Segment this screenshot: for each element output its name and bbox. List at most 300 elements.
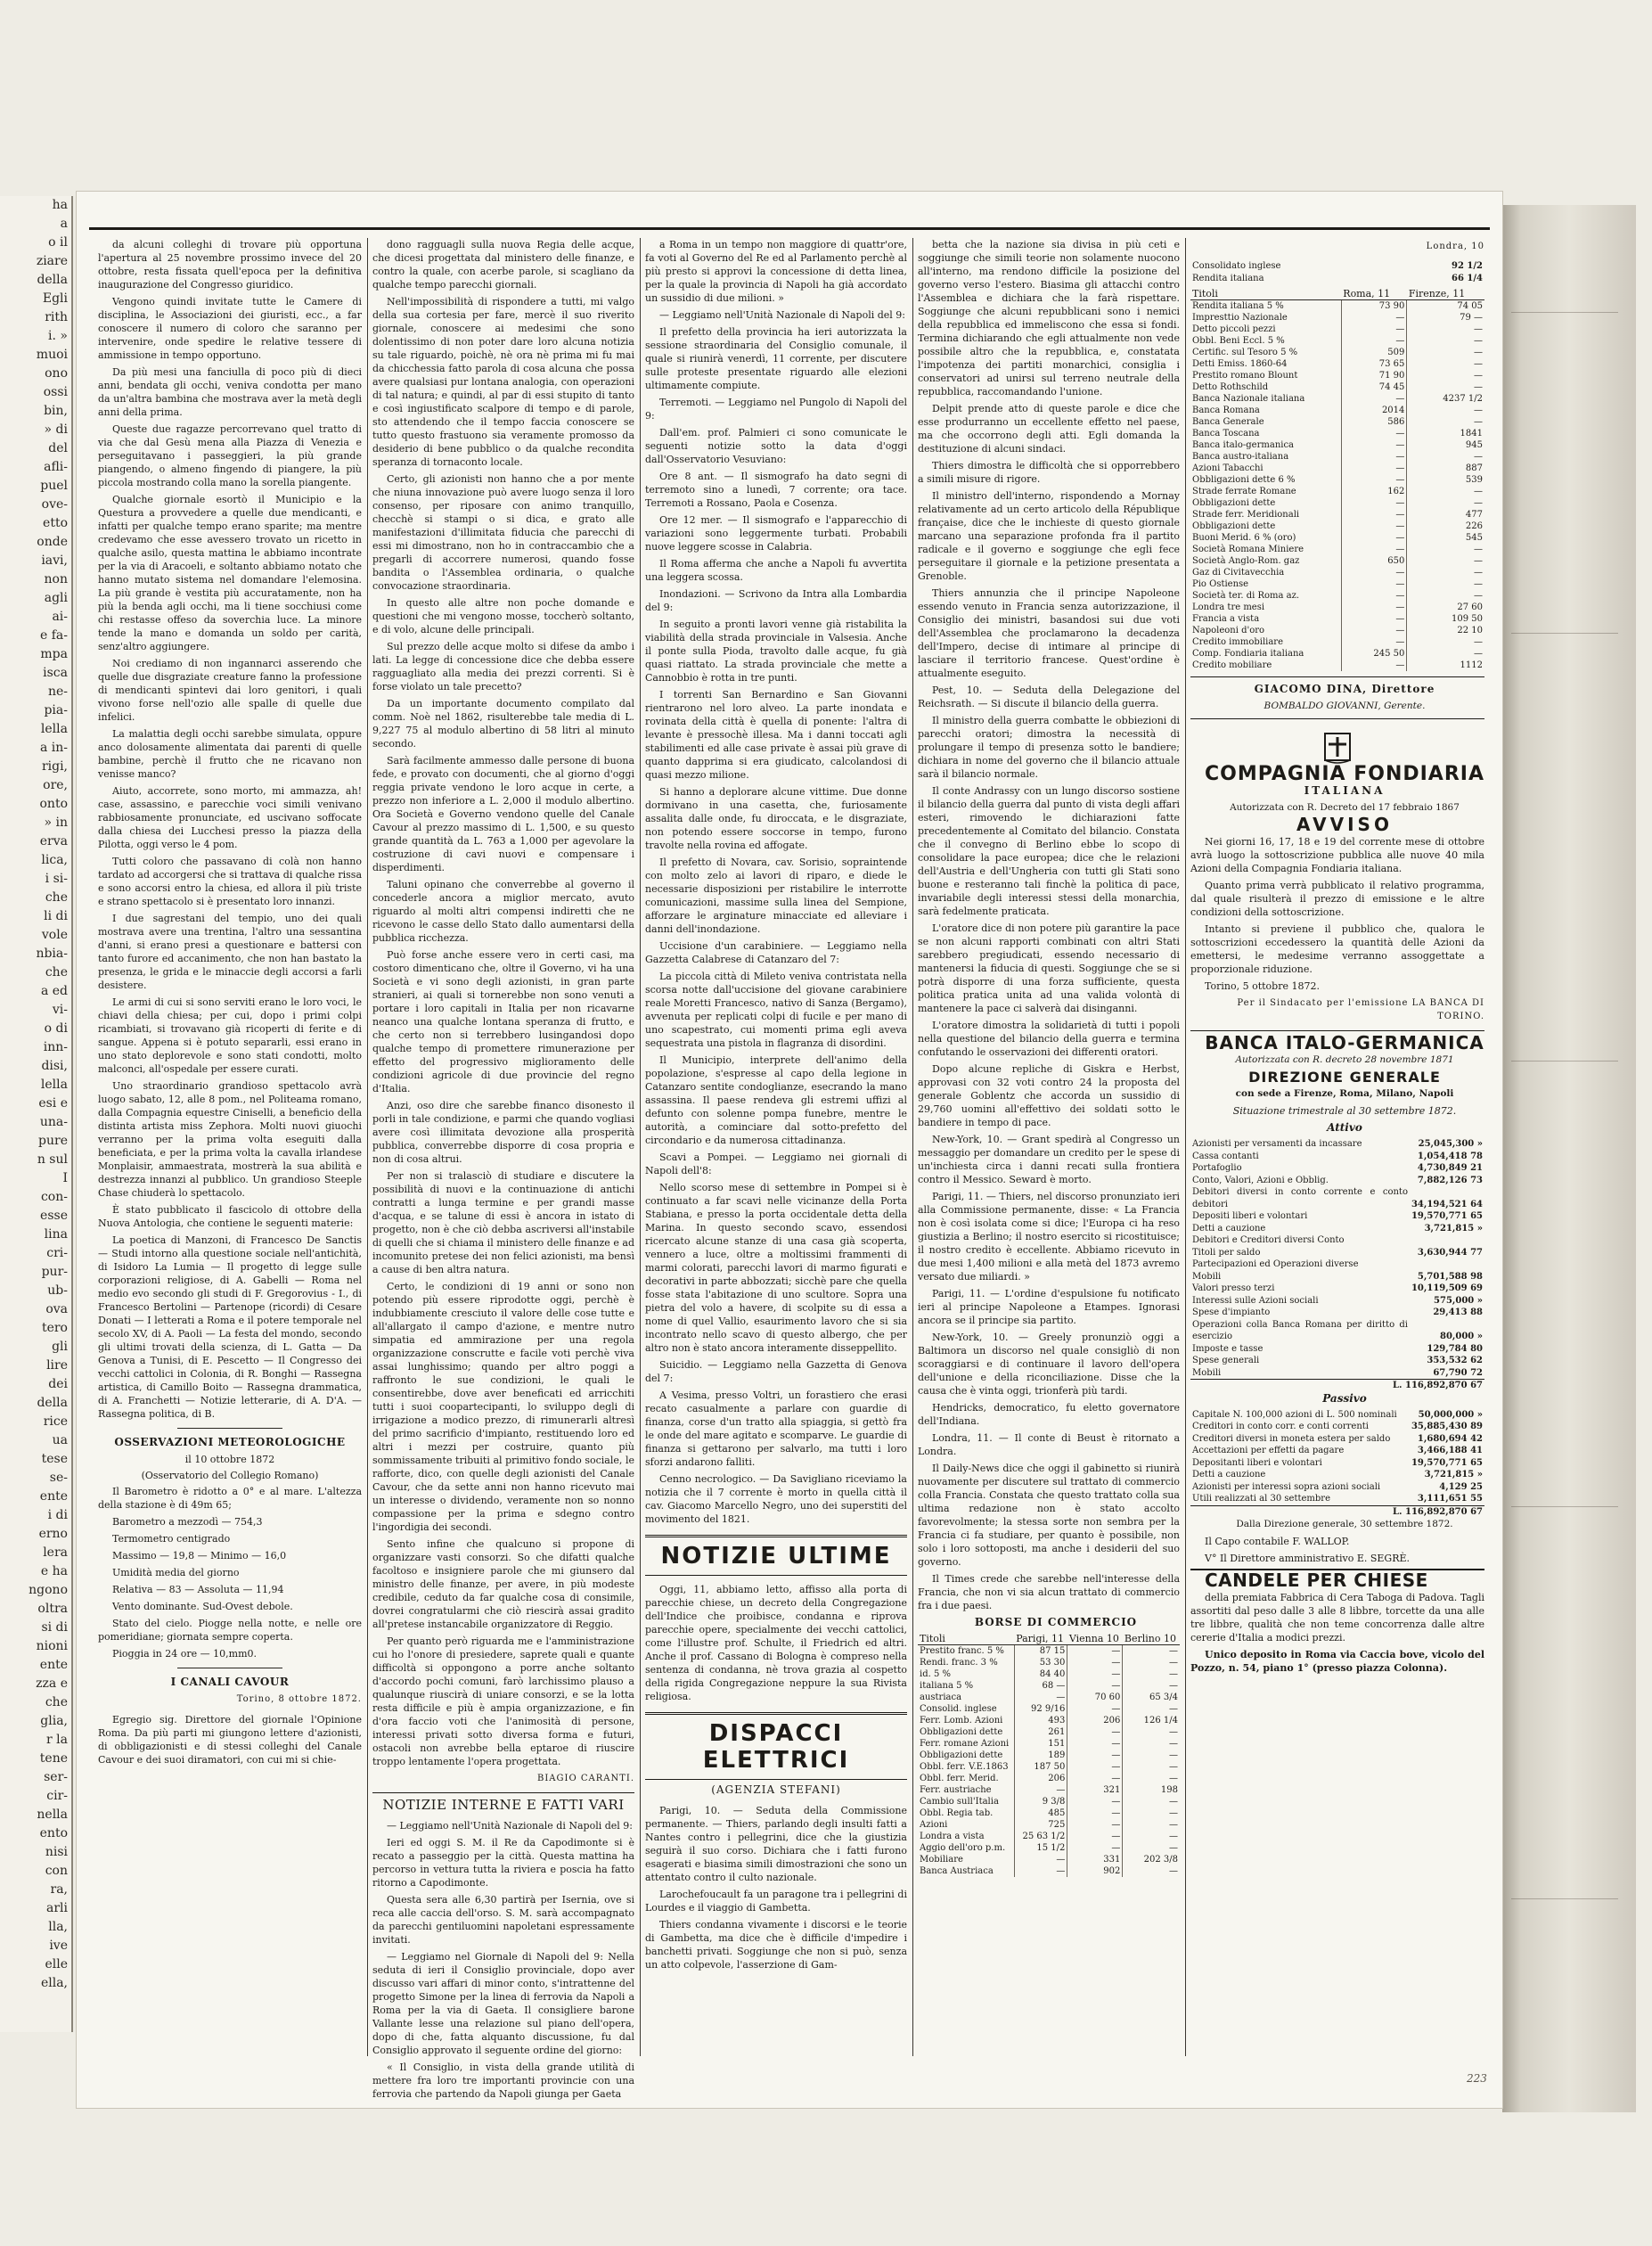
row-value: — — [1341, 451, 1407, 463]
meteo-line: Il Barometro è ridotto a 0° e al mare. L'altezza della stazione è di 49m 65; — [98, 1486, 362, 1511]
article-paragraph: A Vesima, presso Voltri, un forastiero che erasi recato casualmente a parlare con guardie di finanza, corse d'un tratto alla spiaggia, si gettò fra le onde del mare agitato e scomparve. Le guardie di finanza si gettarono per salvarlo, ma tutti i loro sforzi andarono falliti. — [645, 1389, 907, 1468]
prev-page-fragment: rith — [45, 310, 68, 324]
prev-page-fragment: ente — [39, 1489, 68, 1504]
prev-page-fragment: ova — [45, 1302, 68, 1316]
passivo-total-value: L. 116,892,870 67 — [1393, 1506, 1483, 1517]
row-value: 198 — [1123, 1784, 1180, 1796]
row-label: Banca Romana — [1192, 406, 1260, 415]
direzione-title: DIREZIONE GENERALE — [1248, 1069, 1441, 1086]
price-row — [1190, 544, 1484, 555]
row-value: — — [1123, 1831, 1180, 1842]
row-value: — — [1407, 555, 1484, 567]
row-value: — — [1341, 509, 1407, 521]
article-paragraph: Per non si tralasciò di studiare e discutere la possibilità di nuovi e la continuazione di antichi contratti a lunga termine e per grandi masse d'acqua, e se talune di essi è ancora in istato di progetto, non è che ciò debba ascriversi all'instabile di quelli che si chiama il ministero delle finanze e ad incomunito pretese dei non felici azionisti, ma bensì a cause di ben altra natura. — [372, 1170, 634, 1275]
row-value: 7,882,126 73 — [1417, 1175, 1483, 1185]
article-paragraph: Vengono quindi invitate tutte le Camere di disciplina, le Associazioni dei giuristi, ecc., a far conoscere il numero di coloro che saranno per intervenire, onde spedire le relative tessere di ammissione in tempo opportuno. — [98, 296, 362, 361]
prev-page-fragment: esi e — [38, 1096, 68, 1111]
row-label: Obbligazioni dette — [920, 1727, 1003, 1737]
price-row — [1190, 451, 1484, 463]
prev-page-fragment: » in — [44, 816, 68, 830]
row-label: Obbl. ferr. V.E.1863 — [920, 1762, 1009, 1772]
row-label: Comp. Fondiaria italiana — [1192, 649, 1304, 659]
passivo-table — [1190, 1409, 1484, 1505]
price-row — [1190, 602, 1484, 613]
dispatch-paragraph: Larochefoucault fa un paragone tra i pellegrini di Lourdes e il viaggio di Gambetta. — [645, 1889, 907, 1914]
row-value: — — [1123, 1865, 1180, 1877]
row-label: austriaca — [920, 1693, 962, 1702]
page-stack-edge — [1502, 205, 1636, 2112]
article-paragraph: Scavi a Pompei. — Leggiamo nei giornali di Napoli dell'8: — [645, 1152, 907, 1176]
row-value: — — [1067, 1657, 1123, 1668]
meteo-line: Umidità media del giorno — [112, 1567, 240, 1578]
signature-line: V° Il Direttore amministrativo E. SEGRÈ. — [1205, 1553, 1411, 1564]
row-label: Depositanti liberi e volontari — [1192, 1457, 1322, 1468]
article-paragraph: Uno straordinario grandioso spettacolo avrà luogo sabato, 12, alle 8 pom., nel Politeama romano, dalla Compagnia equestre Ciniselli, a beneficio della distinta artista miss Zephora. Molti nuovi giuochi verranno per la prima volta eseguiti dalla beneficiata, e per la prima volta la cavalla irlandese Monplaisir, ammaestrata, mostrerà la sua abilità e destrezza innanzi al pubblico. Un grandioso Steeple Chase chiuderà lo spettacolo. — [98, 1080, 362, 1199]
row-value: 586 — [1341, 416, 1407, 428]
row-label: Utili realizzati al 30 settembre — [1192, 1494, 1330, 1504]
row-label: Credito mobiliare — [1192, 660, 1272, 670]
price-row — [1190, 636, 1484, 648]
row-value: — — [1014, 1784, 1067, 1796]
prev-page-fragment: lla, — [48, 1920, 68, 1934]
dispatch-paragraph: Il Times crede che sarebbe nell'interesse della Francia, che non vi sia alcun trattato di commercio fra i due paesi. — [918, 1573, 1180, 1611]
row-value: — — [1123, 1819, 1180, 1831]
row-value: — — [1014, 1865, 1067, 1877]
row-label: Depositi liberi e volontari — [1192, 1211, 1308, 1221]
prev-page-fragment: ub- — [47, 1283, 68, 1298]
row-value: 87 15 — [1014, 1645, 1067, 1658]
row-label: Cambio sull'Italia — [920, 1797, 999, 1807]
row-label: Azioni — [920, 1820, 948, 1830]
article-paragraph: Ore 12 mer. — Il sismografo e l'apparecchio di variazioni sono leggermente turbati. Probabili nuove leggere scosse in Calabria. — [645, 514, 907, 553]
row-value: — — [1341, 428, 1407, 439]
row-value: 477 — [1407, 509, 1484, 521]
passivo-row — [1190, 1445, 1484, 1457]
row-value: — — [1123, 1645, 1180, 1658]
dispacci-body — [645, 1804, 907, 1971]
news-paragraph: Ieri ed oggi S. M. il Re da Capodimonte si è recato a passeggio per la città. Questa mattina ha percorso in vettura tutta la riviera e poscia ha fatto ritorno a Capodimonte. — [372, 1837, 634, 1889]
row-label: Prestito romano Blount — [1192, 371, 1298, 381]
row-value: — — [1341, 532, 1407, 544]
news-paragraph: — Leggiamo nel Giornale di Napoli del 9: Nella seduta di ieri il Consiglio provinciale, dopo aver discusso vari affari di minor conto, s'intrattenne del progetto Simone per la linea di ferrovia da Napoli a Roma per la via di Gaeta. Il consigliere barone Vallante lesse una relazione sul piano dell'opera, dopo di che, fatta alquanto discussione, fu dal Consiglio approvato il seguente ordine del giorno: — [372, 1951, 634, 2056]
article-paragraph: Da un importante documento compilato dal comm. Noè nel 1862, risulterebbe tale media di L. 9,227 75 al modulo albertino di 58 litri al minuto secondo. — [372, 698, 634, 750]
notizie-ultime-title: NOTIZIE ULTIME — [645, 1535, 907, 1576]
fondiaria-title: COMPAGNIA FONDIARIA — [1205, 763, 1484, 785]
attivo-row — [1190, 1234, 1484, 1247]
row-value: 74 05 — [1407, 300, 1484, 313]
prev-page-fragment: etto — [43, 516, 68, 530]
article-paragraph: Certo, gli azionisti non hanno che a por mente che niuna innovazione può avere luogo senza il loro consenso, per riposare con animo tranquillo, checchè si stampi o si dica, e grato alle manifestazioni d'illimitata fiducia che parecchi di essi mi dimostrano, non ho in contraccambio che a pregarli di accorrere numerosi, quando fosse bandita o l'Assemblea ordinaria, o qualche convocazione straordinaria. — [372, 473, 634, 592]
article-paragraph: In questo alle altre non poche domande e questioni che mi vengono mosse, toccherò soltanto, e di volo, alcune delle principali. — [372, 597, 634, 635]
row-value: 245 50 — [1341, 648, 1407, 660]
prev-page-fragment: pia- — [44, 703, 68, 717]
column-3-articles — [645, 238, 907, 1526]
row-label: Napoleoni d'oro — [1192, 626, 1265, 635]
column-5 — [1190, 238, 1484, 2056]
price-row — [1190, 439, 1484, 451]
article-paragraph: Noi crediamo di non ingannarci asserendo che quelle due disgraziate creature fanno la professione di mendicanti spintevi dai loro genitori, i quali vivono forse nell'ozio alle spalle di quelle due infelici. — [98, 658, 362, 723]
row-value: — — [1341, 324, 1407, 335]
prev-page-fragment: tero — [41, 1321, 68, 1335]
row-value: 67,790 72 — [1433, 1367, 1483, 1378]
article-paragraph: Cenno necrologico. — Da Savigliano riceviamo la notizia che il 7 corrente è morto in quella città il cav. Giacomo Marcello Negro, uno dei superstiti del movimento del 1821. — [645, 1473, 907, 1525]
avviso-signature: Per il Sindacato per l'emissione LA BANCA DI TORINO. — [1237, 998, 1484, 1021]
row-value: — — [1407, 347, 1484, 358]
dispatch-paragraph: Londra, 11. — Il conte di Beust è ritornato a Londra. — [918, 1432, 1180, 1457]
row-value: 539 — [1407, 474, 1484, 486]
row-label: Valori presso terzi — [1192, 1283, 1275, 1293]
prev-page-fragment: ra, — [50, 1882, 68, 1897]
prev-page-fragment: tese — [41, 1452, 68, 1466]
row-value: 74 45 — [1341, 381, 1407, 393]
prev-page-fragment: ai- — [52, 610, 68, 624]
dispatch-paragraph: L'oratore dice di non potere più garantire la pace se non alcuni rapporti combinati con altri Stati sarebbero pregiudicati, essendo necessario di mantenersi la fiducia di questi. Soggiunge che se si potrà disporre di una forza sufficiente, questa politica pratica unita ad una valida volontà di mantenere la pace ci salverà dai disinganni. — [918, 922, 1180, 1014]
price-row — [1190, 648, 1484, 660]
row-label: Obbl. Beni Eccl. 5 % — [1192, 336, 1285, 346]
row-value: 353,532 62 — [1427, 1356, 1483, 1365]
row-label: Obbl. Regia tab. — [920, 1808, 994, 1818]
price-row — [1190, 300, 1484, 313]
prev-page-fragment: nisi — [45, 1845, 68, 1859]
prev-page-fragment: della — [37, 1396, 68, 1410]
dispatch-paragraph: Pest, 10. — Seduta della Delegazione del Reichsrath. — Si discute il bilancio della guerra. — [918, 684, 1180, 709]
prev-page-fragment: arli — [46, 1901, 68, 1915]
passivo-row — [1190, 1481, 1484, 1494]
row-value: — — [1123, 1842, 1180, 1854]
direzione-seat: con sede a Firenze, Roma, Milano, Napoli — [1235, 1088, 1454, 1099]
bourse-row — [918, 1715, 1180, 1726]
row-value: — — [1341, 567, 1407, 578]
prev-page-fragment: se- — [49, 1471, 68, 1485]
row-label: Creditori diversi in moneta estera per saldo — [1192, 1433, 1391, 1444]
row-label: Obbligazioni dette — [1192, 498, 1276, 508]
article-paragraph: La piccola città di Mileto veniva contristata nella scorsa notte dall'uccisione del giovane carabiniere reale Moretti Francesco, nativo di Sanza (Bergamo), avvenuta per replicati colpi di fucile e per mano di uno scapestrato, cui momenti prima egli aveva sequestrata una pistola in flagranza di disordini. — [645, 971, 907, 1049]
row-value: — — [1341, 439, 1407, 451]
column-4-articles — [918, 238, 1180, 1612]
article-paragraph: I due sagrestani del tempio, uno dei quali mostrava avere una trentina, l'altro una sessantina d'anni, si erano presi a questionare e battersi con tanto furore ed accanimento, che non han bastato la presenza, le grida e le minaccie degli accorsi a farli desistere. — [98, 913, 362, 991]
banca-title: BANCA ITALO-GERMANICA — [1205, 1032, 1484, 1053]
dispatch-paragraph: Parigi, 10. — Seduta della Commissione permanente. — Thiers, parlando degli insulti fatti a Nantes contro i pellegrini, dice che la giustizia seguirà il suo corso. Dichiara che i fatti furono esagerati e biasima simili dimostrazioni che sono un attentato contro il culto nazionale. — [645, 1805, 907, 1883]
prev-page-fragment: ove- — [41, 497, 68, 512]
london-title: Londra, 10 — [1426, 242, 1484, 251]
article-paragraph: Terremoti. — Leggiamo nel Pungolo di Napoli del 9: — [645, 397, 907, 422]
row-label: Obbligazioni dette — [920, 1750, 1003, 1760]
table-header-cell: Firenze, 11 — [1407, 288, 1484, 300]
passivo-row — [1190, 1469, 1484, 1481]
bourse-row — [918, 1842, 1180, 1854]
price-row — [1190, 486, 1484, 497]
row-label: Impresttio Nazionale — [1192, 313, 1288, 323]
prev-page-fragment: che — [45, 1695, 68, 1709]
row-value: — — [1341, 590, 1407, 602]
dispatch-paragraph: Parigi, 11. — L'ordine d'espulsione fu notificato ieri al principe Napoleone a Etampes. Ignorasi ancora se il principe sia partito. — [918, 1288, 1180, 1326]
london-row — [1190, 273, 1484, 285]
row-value: — — [1067, 1761, 1123, 1773]
row-value: — — [1123, 1703, 1180, 1715]
row-value: 34,194,521 64 — [1411, 1199, 1483, 1209]
row-label: Pio Ostiense — [1192, 579, 1249, 589]
prev-page-fragment: ngono — [29, 1583, 68, 1597]
bourse-row — [918, 1865, 1180, 1877]
bourse-row — [918, 1657, 1180, 1668]
prev-page-fragment: o il — [48, 235, 68, 250]
article-paragraph: Tutti coloro che passavano di colà non hanno tardato ad accorgersi che si trattava di qualche rissa e sono accorsi entro la chiesa, ed allora il più triste e strano spettacolo si è presentato loro innanzi. — [98, 856, 362, 907]
article-paragraph: Anzi, oso dire che sarebbe financo disonesto il porli in tale condizione, e parmi che quando vogliasi avere così illimitata devozione alla prosperità pubblica, converrebbe disporre di cosa propria e non di cosa altrui. — [372, 1100, 634, 1165]
bourse-row — [918, 1807, 1180, 1819]
prev-page-fragment: muoi — [36, 348, 68, 362]
price-row — [1190, 405, 1484, 416]
row-value: — — [1341, 613, 1407, 625]
row-value: 19,570,771 65 — [1411, 1211, 1483, 1221]
notizie-ultime-body: Oggi, 11, abbiamo letto, affisso alla porta di parecchie chiese, un decreto della Congregazione dell'Indice che proibisce, condanna e riprova parecchie opere, specialmente dei vecchi cattolici, come l'illustre prof. Schulte, il Friedrich ed altri. Anche il prof. Cassano di Bologna è compreso nella sentenza di condanna, nè trova grazia al cospetto della rigida Congregazione neppure la sua Rivista religiosa. — [645, 1584, 907, 1702]
prev-page-fragment: ser- — [44, 1770, 68, 1784]
prev-page-fragment: mpa — [40, 647, 68, 661]
row-value: 151 — [1014, 1738, 1067, 1750]
attivo-row — [1190, 1175, 1484, 1187]
situazione-line: Situazione trimestrale al 30 settembre 1872. — [1232, 1105, 1457, 1117]
row-label: Banca Nazionale italiana — [1192, 394, 1305, 404]
signature: BIAGIO CARANTI. — [536, 1774, 634, 1783]
row-value: — — [1014, 1692, 1067, 1703]
prev-page-fragment: ento — [39, 1826, 68, 1840]
dispatch-paragraph: New-York, 10. — Grant spedirà al Congresso un messaggio per domandare un credito per le spese di un'inchiesta circa i danni recati sulla frontiera contro il Messico. Seward è morto. — [918, 1134, 1180, 1185]
row-value: 3,721,815 » — [1424, 1470, 1483, 1480]
row-value: — — [1067, 1726, 1123, 1738]
separator — [177, 1428, 282, 1429]
prev-page-fragment: ive — [49, 1939, 68, 1953]
row-value: 902 — [1067, 1865, 1123, 1877]
row-label: Interessi sulle Azioni sociali — [1192, 1295, 1319, 1306]
article-paragraph: — Leggiamo nell'Unità Nazionale di Napoli del 9: — [659, 309, 906, 321]
row-value: — — [1341, 636, 1407, 648]
row-value: 68 — — [1014, 1680, 1067, 1692]
row-value: — — [1407, 648, 1484, 660]
row-value: 493 — [1014, 1715, 1067, 1726]
row-value: 129,784 80 — [1427, 1343, 1483, 1354]
prev-page-fragment: nbia- — [36, 947, 68, 961]
dispacci-agency: (AGENZIA STEFANI) — [711, 1783, 841, 1796]
price-row — [1190, 578, 1484, 590]
prev-page-fragment: ore, — [43, 778, 68, 792]
row-value: 1,680,694 42 — [1417, 1433, 1483, 1444]
prev-page-fragment: rigi, — [41, 759, 68, 774]
prev-page-fragment: della — [37, 273, 68, 287]
prev-page-fragment: pure — [38, 1134, 68, 1148]
dispatch-paragraph: Delpit prende atto di queste parole e dice che esse produrranno un eccellente effetto nel paese, ma che occorrono degli atti. Egli domanda la destituzione di alcuni sindaci. — [918, 403, 1180, 455]
row-value: 202 3/8 — [1123, 1854, 1180, 1865]
prev-page-fragment: glia, — [40, 1714, 68, 1728]
director-name: GIACOMO DINA, Direttore — [1254, 683, 1435, 695]
row-label: Azionisti per interessi sopra azioni sociali — [1192, 1481, 1381, 1492]
row-value: — — [1407, 416, 1484, 428]
prev-page-fragment: li di — [44, 909, 68, 923]
row-label: Partecipazioni ed Operazioni diverse — [1192, 1259, 1359, 1269]
dispatch-paragraph: Hendricks, democratico, fu eletto governatore dell'Indiana. — [918, 1402, 1180, 1427]
row-label: Rendita italiana — [1192, 273, 1264, 283]
price-row — [1190, 335, 1484, 347]
passivo-title: Passivo — [1322, 1391, 1367, 1405]
bourse-row — [918, 1750, 1180, 1761]
row-value: 84 40 — [1014, 1668, 1067, 1680]
prev-page-fragment: del — [48, 441, 68, 455]
row-value: 79 — — [1407, 312, 1484, 324]
row-label: Creditori in conto corr. e conti correnti — [1192, 1422, 1369, 1431]
prev-page-fragment: a in- — [39, 741, 68, 755]
prev-page-fragment: afli- — [44, 460, 68, 474]
dispatch-paragraph: Thiers dimostra le difficoltà che si opporrebbero a simili misure di rigore. — [918, 460, 1180, 485]
row-label: Ferr. austriache — [920, 1785, 992, 1795]
row-value: — — [1341, 521, 1407, 532]
article-paragraph: a Roma in un tempo non maggiore di quattr'ore, fa voti al Governo del Re ed al Parlamento perchè al più presto si approvi la concessione di detta linea, per la quale la provincia di Napoli ha già accordato un sussidio di due milioni. » — [645, 239, 907, 304]
masthead-credits — [1190, 676, 1484, 713]
row-value: 3,630,944 77 — [1417, 1247, 1483, 1258]
column-3 — [645, 238, 907, 2056]
row-label: Imposte e tasse — [1192, 1343, 1264, 1354]
prev-page-fragment: ne- — [47, 684, 68, 699]
price-row — [1190, 416, 1484, 428]
row-label: Mobili — [1192, 1271, 1222, 1282]
prev-page-fragment: nella — [37, 1807, 68, 1822]
dispatch-paragraph: Thiers condanna vivamente i discorsi e le teorie di Gambetta, ma dice che è difficile d'impedire i banchetti privati. Soggiunge che non si può, senza un atto colpevole, l'asserzione di Gam- — [645, 1919, 907, 1971]
article-paragraph: Il prefetto della provincia ha ieri autorizzata la sessione straordinaria del Consiglio comunale, il quale si riunirà venerdì, 11 corrente, per discutere sulle proteste presentate riguardo alle elezioni ultimamente compiute. — [645, 326, 907, 391]
article-paragraph: Qualche giornale esortò il Municipio e la Questura a provvedere a quelle due mendicanti, e infatti per qualche tempo erano sparite; ma mentre credevamo che esse avessero trovato un ricetto in qualche asilo, questa mattina le abbiamo incontrate per la via di Aracoeli, e soltanto abbiamo notato che hanno mutato sistema nel domandare l'elemosina. La più grande è vestita più accuratamente, non ha più la benda agli occhi, ma li tiene socchiusi come chi restasse offeso da soverchia luce. La minore tende la mano e domanda un soldo per carità, senz'altro aggiungere. — [98, 494, 362, 652]
row-label: Ferr. romane Azioni — [920, 1739, 1010, 1749]
row-value: 3,111,651 55 — [1417, 1494, 1483, 1504]
bourse-row — [918, 1819, 1180, 1831]
row-value: 92 1/2 — [1452, 261, 1483, 271]
row-label: Prestito franc. 5 % — [920, 1646, 1004, 1656]
direzione-date: Dalla Direzione generale, 30 settembre 1872. — [1236, 1519, 1453, 1529]
row-label: Consolid. inglese — [920, 1704, 997, 1714]
row-value: 261 — [1014, 1726, 1067, 1738]
article-paragraph: È stato pubblicato il fascicolo di ottobre della Nuova Antologia, che contiene le seguenti materie: — [98, 1204, 362, 1229]
prev-page-fragment: lire — [46, 1358, 68, 1373]
price-row — [1190, 312, 1484, 324]
row-label: Certific. sul Tesoro 5 % — [1192, 348, 1298, 357]
article-paragraph: Dall'em. prof. Palmieri ci sono comunicate le seguenti notizie sotto la data d'oggi dall'Osservatorio Vesuviano: — [645, 427, 907, 465]
meteo-readings — [98, 1485, 362, 1660]
attivo-total-value: L. 116,892,870 67 — [1393, 1381, 1483, 1390]
passivo-total — [1190, 1505, 1484, 1519]
row-label: Debitori diversi in conto corrente e conto debitori — [1192, 1187, 1408, 1209]
row-label: italiana 5 % — [920, 1681, 974, 1691]
row-value: — — [1341, 335, 1407, 347]
article-paragraph: Sento infine che qualcuno si propone di organizzare vasti consorzi. So che difatti qualche facoltoso e insigniere parole che mi giunsero dal ministro delle finanze, per avere, in più modeste credibile, ceduto da far qualche cosa di consimile, dovrei congratularmi che ciò riescirà assai gradito all'pretese instancabile organizzatore di Reggio. — [372, 1538, 634, 1630]
attivo-row — [1190, 1307, 1484, 1319]
prev-page-fragment: i. » — [48, 329, 68, 343]
column-rule — [912, 238, 913, 2056]
prev-page-fragment: i si- — [45, 872, 68, 886]
prev-page-fragment: non — [44, 572, 68, 586]
crest-icon — [1320, 730, 1355, 766]
row-value: — — [1123, 1750, 1180, 1761]
row-label: Banca Austriaca — [920, 1866, 994, 1876]
bourse-row — [918, 1703, 1180, 1715]
prev-page-fragment: ono — [45, 366, 68, 381]
signature-line: Il Capo contabile F. WALLOP. — [1205, 1536, 1350, 1547]
bourse-row — [918, 1784, 1180, 1796]
row-value: 545 — [1407, 532, 1484, 544]
banca-ad — [1190, 1030, 1484, 1565]
row-label: Detto piccoli pezzi — [1192, 324, 1276, 334]
dispatch-paragraph: betta che la nazione sia divisa in più ceti e soggiunge che simili teorie non solamente nuocono all'interno, ma rendono difficile la posizione del governo verso l'estero. Biasima gli attacchi contro l'Assemblea e dichiara che la farà rispettare. Soggiunge che alcuni repubblicani sono i nemici della repubblica ed immeliscono che essa si fondi. Termina dichiarando che egli attualmente non vede possibile altro che la repubblica, e, constatata l'impotenza dei partiti monarchici, consiglia i conservatori ad unirsi sul terreno neutrale della repubblica, raccomandando l'unione. — [918, 239, 1180, 398]
dispatch-paragraph: New-York, 10. — Greely pronunziò oggi a Baltimora un discorso nel quale consigliò di non scoraggiarsi e di continuare il lavoro dell'opera dell'unione e della riconciliazione. Disse che la causa che è vinta oggi, trionferà più tardi. — [918, 1332, 1180, 1397]
row-label: Banca Toscana — [1192, 429, 1260, 439]
row-value: — — [1067, 1842, 1123, 1854]
bourse-row — [918, 1680, 1180, 1692]
row-value: 27 60 — [1407, 602, 1484, 613]
prev-page-fragment: dei — [48, 1377, 68, 1391]
attivo-row — [1190, 1162, 1484, 1175]
row-value: 66 1/4 — [1452, 273, 1483, 283]
edge-mark: 223 — [1467, 2072, 1487, 2085]
row-value: 22 10 — [1407, 625, 1484, 636]
prev-page-fragment: rice — [43, 1414, 68, 1429]
article-paragraph: Il Roma afferma che anche a Napoli fu avvertita una leggera scossa. — [645, 558, 907, 583]
price-row — [1190, 393, 1484, 405]
row-value: — — [1341, 474, 1407, 486]
row-value: — — [1123, 1668, 1180, 1680]
price-row — [1190, 625, 1484, 636]
price-row — [1190, 428, 1484, 439]
prev-page-fragment: r la — [46, 1733, 68, 1747]
row-value: — — [1341, 602, 1407, 613]
row-value: 53 30 — [1014, 1657, 1067, 1668]
row-label: Spese d'impianto — [1192, 1307, 1271, 1317]
prev-page-fragment: che — [45, 890, 68, 905]
row-label: Detti a cauzione — [1192, 1223, 1266, 1234]
prev-page-fragment: vole — [41, 928, 68, 942]
row-value: — — [1341, 578, 1407, 590]
row-value: — — [1407, 405, 1484, 416]
attivo-row — [1190, 1319, 1484, 1343]
canali-title: I CANALI CAVOUR — [170, 1676, 290, 1688]
row-value: 50,000,000 » — [1418, 1409, 1483, 1420]
attivo-row — [1190, 1367, 1484, 1380]
row-value: — — [1067, 1738, 1123, 1750]
prev-page-fragment: puel — [40, 479, 68, 493]
prev-page-fragment: una- — [39, 1115, 68, 1129]
prev-page-fragment: inn- — [43, 1040, 68, 1054]
bourse-row — [918, 1854, 1180, 1865]
avviso-paragraph: Intanto si previene il pubblico che, qualora le sottoscrizioni eccedessero la quantità delle Azioni da emettersi, le medesime verranno assoggettate a proporzionale riduzione. — [1190, 923, 1484, 975]
price-row — [1190, 567, 1484, 578]
london-table — [1190, 260, 1484, 284]
table-header-cell: Vienna 10 — [1067, 1633, 1123, 1645]
prev-page-fragment: i di — [47, 1508, 68, 1522]
row-label: Strade ferr. Meridionali — [1192, 510, 1300, 520]
price-row — [1190, 381, 1484, 393]
row-value: 189 — [1014, 1750, 1067, 1761]
column-2-articles — [372, 238, 634, 1768]
row-label: Obbligazioni dette 6 % — [1192, 475, 1296, 485]
attivo-row — [1190, 1258, 1484, 1271]
prev-page-fragment: ua — [52, 1433, 68, 1447]
row-label: Aggio dell'oro p.m. — [920, 1843, 1006, 1853]
london-row — [1190, 260, 1484, 273]
row-value: 10,119,509 69 — [1411, 1283, 1483, 1293]
row-value: 73 65 — [1341, 358, 1407, 370]
row-label: Detti Emiss. 1860-64 — [1192, 359, 1288, 369]
row-value: 65 3/4 — [1123, 1692, 1180, 1703]
meteo-line: Vento dominante. Sud-Ovest debole. — [112, 1601, 293, 1612]
fondiaria-subtitle: ITALIANA — [1304, 784, 1386, 797]
dispatch-paragraph: Dopo alcune repliche di Giskra e Herbst, approvasi con 32 voti contro 24 la proposta del generale Goblentz che accorda un sussidio di 29,760 uomini all'effettivo dei soldati sotto le bandiere in tempo di pace. — [918, 1063, 1180, 1128]
row-value: 321 — [1067, 1784, 1123, 1796]
prev-page-fragment: nioni — [36, 1639, 68, 1653]
article-paragraph: Nell'impossibilità di rispondere a tutti, mi valgo della sua cortesia per fare, mercè il suo riverito giornale, conoscere ai medesimi che sono dolentissimo di non poter dare loro alcuna notizia su tale riguardo, poichè, nè ora nè prima mi fu mai da chicchessia fatto parola di cosa alcuna che possa avere qualsiasi pur lontana analogia, con operazioni di tal natura; e quindi, al par di essi stupito di tanto e così ingiustificato scalpore di tempo e di parole, sto attendendo che il tempo faccia conoscere se tutto questo frastuono sia veramente promosso da desiderio di bene pubblico o da qualche recondita speranza di tornaconto locale. — [372, 296, 634, 468]
meteo-line: Relativa — 83 — Assoluta — 11,94 — [112, 1584, 284, 1595]
